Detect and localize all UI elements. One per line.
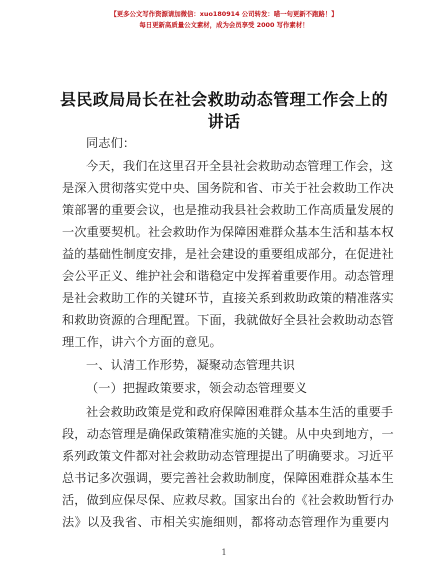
paragraph-line: 段，动态管理是确保政策精准实施的关键。从中央到地方，一 xyxy=(62,427,394,441)
document-title-line-2: 讲话 xyxy=(207,112,241,131)
paragraph-line: 系列政策文件都对社会救助动态管理提出了明确要求。习近平 xyxy=(62,449,394,463)
promo-banner-line-2: 每日更新高质量公文素材，成为会员享受 2000 写作素材！ xyxy=(139,21,309,29)
salutation: 同志们： xyxy=(86,136,136,150)
document-title-line-1: 县民政局局长在社会救助动态管理工作会上的 xyxy=(59,90,388,109)
section-heading-1: 一、认清工作形势，凝聚动态管理共识 xyxy=(86,358,295,372)
paragraph-line: 益的基础性制度安排，是社会建设的重要组成部分，在促进社 xyxy=(62,247,394,261)
paragraph-line: 理工作，讲六个方面的意见。 xyxy=(62,335,222,349)
subsection-heading-1: （一）把握政策要求，领会动态管理要义 xyxy=(86,381,308,395)
paragraph-line: 总书记多次强调，要完善社会救助制度，保障困难群众基本生 xyxy=(62,471,394,485)
paragraph-line: 是社会救助工作的关键环节，直接关系到救助政策的精准落实 xyxy=(62,291,394,305)
paragraph-line: 活，做到应保尽保、应救尽救。国家出台的《社会救助暂行办 xyxy=(62,493,394,507)
paragraph-line: 法》以及我省、市相关实施细则，都将动态管理作为重要内 xyxy=(62,515,389,529)
paragraph-line: 一次重要契机。社会救助作为保障困难群众基本生活和基本权 xyxy=(62,225,394,239)
paragraph-line: 今天，我们在这里召开全县社会救助动态管理工作会，这 xyxy=(86,159,394,173)
paragraph-line: 策部署的重要会议，也是推动我县社会救助工作高质量发展的 xyxy=(62,203,394,217)
paragraph-line: 会公平正义、维护社会和谐稳定中发挥着重要作用。动态管理 xyxy=(62,269,394,283)
paragraph-line: 社会救助政策是党和政府保障困难群众基本生活的重要手 xyxy=(86,405,394,419)
paragraph-line: 和救助资源的合理配置。下面，我就做好全县社会救助动态管 xyxy=(62,313,394,327)
page-number: 1 xyxy=(221,548,227,557)
promo-banner-line-1: 【更多公文写作资源请加微信：xuo180914 公司转发：喵一句更新不跑路！】 xyxy=(110,10,338,18)
paragraph-line: 是深入贯彻落实党中央、国务院和省、市关于社会救助工作决 xyxy=(62,181,394,195)
